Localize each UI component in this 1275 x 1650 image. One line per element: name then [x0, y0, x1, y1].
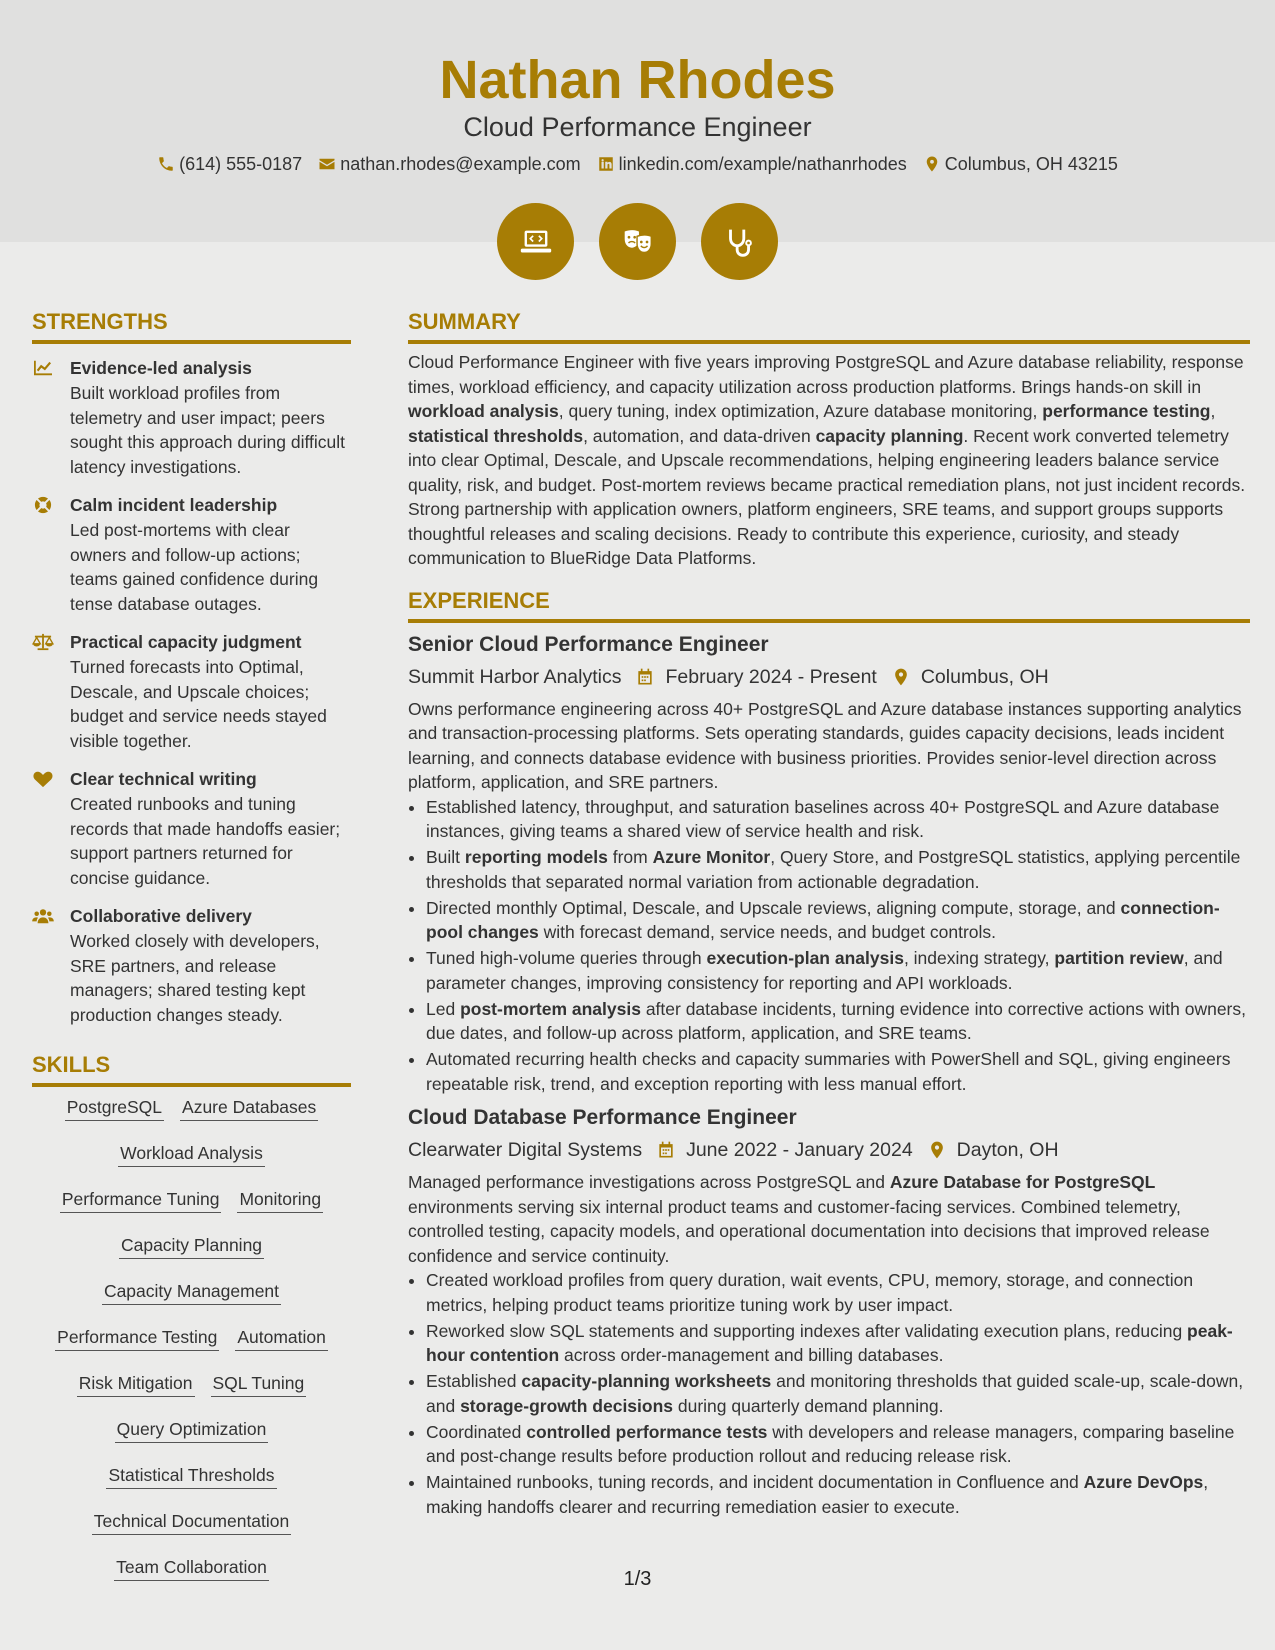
strength-description: Built workload profiles from telemetry and user impact; peers sought this approach during difficult latency investigations.: [70, 383, 345, 477]
bold-phrase: reporting models: [464, 847, 608, 867]
text-run: Directed monthly Optimal, Descale, and Upscale reviews, aligning compute, storage, and: [426, 897, 1121, 918]
strength-title: Collaborative delivery: [70, 906, 252, 926]
job-entry: [408, 631, 1250, 1097]
skill-row: [32, 1187, 351, 1213]
strength-item: [32, 903, 351, 1027]
text-run: Led: [426, 998, 461, 1019]
strengths-list: [32, 355, 351, 1027]
heart-icon: [32, 766, 70, 890]
skill-row: [32, 1509, 351, 1535]
skill-tag: Capacity Planning: [119, 1233, 264, 1259]
job-company: Clearwater Digital Systems: [408, 1139, 643, 1161]
bullet-item: [426, 795, 1250, 844]
candidate-name: Nathan Rhodes: [439, 50, 836, 110]
skill-tag: Performance Testing: [55, 1325, 219, 1351]
job-description: [408, 1170, 1250, 1268]
skill-tag: PostgreSQL: [65, 1095, 164, 1121]
bold-phrase: peak-hour contention: [426, 1320, 1233, 1365]
contact-location: [923, 150, 1118, 178]
strength-body: [70, 903, 351, 1027]
skill-row: [32, 1279, 351, 1305]
users-icon: [32, 903, 70, 1027]
strength-body: [70, 766, 351, 890]
text-run: with developers and release managers, comparing baseline and post-change results before production rollout and reducing release risk.: [426, 1421, 1235, 1466]
skill-row: [32, 1371, 351, 1397]
text-run: , and parameter changes, improving consistency for reporting and API workloads.: [426, 948, 1223, 993]
job-entry: [408, 1104, 1250, 1519]
bold-phrase: capacity planning: [815, 425, 964, 446]
skill-row: [32, 1233, 351, 1259]
text-run: during quarterly demand planning.: [673, 1395, 944, 1416]
bold-phrase: statistical thresholds: [408, 425, 584, 446]
strength-description: Led post-mortems with clear owners and follow-up actions; teams gained confidence during tense database outages.: [70, 520, 319, 614]
strength-item: [32, 629, 351, 753]
bullet-item: [426, 1369, 1250, 1418]
text-run: Established latency, throughput, and saturation baselines across 40+ PostgreSQL and Azure database instances, giving teams a shared view of service health and risk.: [426, 796, 1220, 841]
job-location: Dayton, OH: [956, 1139, 1059, 1161]
text-run: Established: [426, 1371, 522, 1391]
text-run: Owns performance engineering across 40+ PostgreSQL and Azure database instances supporting analytics and transaction-processing platforms. Sets operating standards, guides capacity decisions, leads incident learning, and connects database evidence with business priorities. Provides senior-level direction across platform, application, and SRE partners.: [408, 698, 1242, 792]
map-pin-icon: [913, 1140, 957, 1160]
bullet-item: [426, 997, 1250, 1046]
text-run: Managed performance investigations across PostgreSQL and: [408, 1172, 890, 1192]
bullet-item: [426, 1319, 1250, 1368]
bold-phrase: Azure Monitor: [652, 847, 771, 867]
job-dates: June 2022 - January 2024: [686, 1139, 913, 1161]
strength-description: Created runbooks and tuning records that made handoffs easier; support partners returned for concise guidance.: [70, 794, 341, 888]
bold-phrase: connection-pool changes: [426, 897, 1220, 942]
linkedin-icon: [597, 155, 615, 173]
job-bullets: [408, 795, 1250, 1097]
bold-phrase: Azure DevOps: [1083, 1472, 1204, 1492]
bold-phrase: performance testing: [1042, 401, 1211, 421]
phone-text: (614) 555-0187: [179, 154, 303, 174]
text-run: Reworked slow SQL statements and supporting indexes after validating execution plans, reducing: [426, 1320, 1188, 1341]
skill-tag: Azure Databases: [180, 1095, 318, 1121]
contact-linkedin[interactable]: [597, 150, 907, 178]
job-company: Summit Harbor Analytics: [408, 665, 622, 688]
skill-tag: Statistical Thresholds: [106, 1463, 276, 1489]
skills-list: [32, 1095, 351, 1581]
text-run: , Query Store, and PostgreSQL statistics, applying percentile thresholds that separated normal variation from actionable degradation.: [426, 847, 1241, 892]
phone-icon: [157, 155, 175, 173]
text-run: after database incidents, turning evidence into corrective actions with owners, due dates, and follow-up across platform, application, and SRE teams.: [426, 998, 1247, 1043]
strength-item: [32, 355, 351, 479]
skill-tag: Risk Mitigation: [77, 1371, 195, 1397]
life-ring-icon: [32, 492, 70, 616]
job-description: [408, 697, 1250, 795]
text-run: ,: [1210, 401, 1216, 421]
skill-tag: Automation: [235, 1325, 328, 1351]
bold-phrase: partition review: [1054, 948, 1184, 968]
bold-phrase: capacity-planning worksheets: [521, 1371, 772, 1391]
text-run: and monitoring thresholds that guided scale-up, scale-down, and: [426, 1371, 1244, 1416]
skill-tag: Query Optimization: [115, 1417, 269, 1443]
skill-row: [32, 1417, 351, 1443]
bold-phrase: post-mortem analysis: [460, 998, 641, 1019]
linkedin-text[interactable]: linkedin.com/example/nathanrhodes: [618, 154, 907, 174]
candidate-role: Cloud Performance Engineer: [463, 112, 812, 142]
bullet-item: [426, 1420, 1250, 1469]
page-number: 1/3: [623, 1568, 652, 1590]
strength-item: [32, 766, 351, 890]
text-run: , automation, and data-driven: [583, 425, 816, 446]
strength-body: [70, 355, 351, 479]
chart-line-icon: [32, 355, 70, 479]
strength-item: [32, 492, 351, 616]
laptop-code-icon: [497, 203, 574, 280]
bullet-item: [426, 946, 1250, 995]
stethoscope-icon: [701, 203, 778, 280]
envelope-icon: [318, 155, 336, 173]
text-run: from: [607, 847, 653, 867]
skill-tag: Team Collaboration: [114, 1555, 269, 1581]
map-pin-icon: [877, 667, 921, 687]
left-column: [32, 308, 351, 1601]
skill-tag: Capacity Management: [102, 1279, 281, 1305]
text-run: with forecast demand, service needs, and budget controls.: [538, 922, 997, 942]
strength-description: Turned forecasts into Optimal, Descale, and Upscale choices; budget and service needs stayed visible together.: [70, 657, 327, 751]
right-column: [408, 308, 1250, 1521]
summary-section: [408, 308, 1250, 571]
bold-phrase: execution-plan analysis: [706, 948, 904, 968]
skill-tag: SQL Tuning: [211, 1371, 307, 1397]
strength-title: Practical capacity judgment: [70, 632, 302, 652]
text-run: Created workload profiles from query duration, wait events, CPU, memory, storage, and connection metrics, helping product teams prioritize tuning work by user impact.: [426, 1270, 1194, 1315]
contact-phone: [157, 150, 302, 178]
bullet-item: [426, 1047, 1250, 1096]
job-bullets: [408, 1268, 1250, 1519]
scale-balanced-icon: [32, 629, 70, 753]
skill-row: [32, 1095, 351, 1121]
calendar-icon: [642, 1140, 686, 1160]
text-run: Coordinated: [426, 1421, 527, 1442]
bullet-item: [426, 1470, 1250, 1519]
text-run: , query tuning, index optimization, Azure database monitoring,: [558, 401, 1043, 421]
summary-text: [408, 350, 1250, 571]
skill-row: [32, 1325, 351, 1351]
bullet-item: [426, 896, 1250, 945]
experience-section: [408, 587, 1250, 1520]
bold-phrase: storage-growth decisions: [460, 1395, 674, 1416]
strength-title: Evidence-led analysis: [70, 358, 252, 378]
email-text[interactable]: nathan.rhodes@example.com: [340, 154, 581, 174]
text-run: Maintained runbooks, tuning records, and incident documentation in Confluence and: [426, 1472, 1084, 1492]
skill-row: [32, 1141, 351, 1167]
header-badges: [0, 203, 1275, 280]
bullet-item: [426, 1268, 1250, 1317]
job-title: Senior Cloud Performance Engineer: [408, 632, 769, 656]
job-dates: February 2024 - Present: [665, 665, 877, 688]
skill-tag: Monitoring: [237, 1187, 323, 1213]
bold-phrase: workload analysis: [408, 401, 559, 421]
skill-tag: Technical Documentation: [92, 1509, 292, 1535]
text-run: Automated recurring health checks and capacity summaries with PowerShell and SQL, giving engineers repeatable risk, trend, and exception reporting with less manual effort.: [426, 1049, 1231, 1094]
job-location: Columbus, OH: [920, 665, 1049, 688]
strength-title: Clear technical writing: [70, 769, 257, 789]
text-run: Tuned high-volume queries through: [426, 948, 707, 968]
text-run: , indexing strategy,: [903, 948, 1055, 968]
strength-body: [70, 492, 351, 616]
map-pin-icon: [923, 155, 941, 173]
experience-title: EXPERIENCE: [408, 587, 1250, 623]
location-text: Columbus, OH 43215: [944, 154, 1118, 174]
strengths-section: [32, 308, 351, 1027]
skills-section: [32, 1051, 351, 1581]
job-meta: [408, 663, 1250, 691]
skill-tag: Performance Tuning: [60, 1187, 222, 1213]
bold-phrase: Azure Database for PostgreSQL: [889, 1172, 1156, 1192]
skills-title: SKILLS: [32, 1051, 351, 1087]
text-run: across order-management and billing databases.: [559, 1345, 944, 1365]
job-meta: [408, 1136, 1250, 1164]
text-run: environments serving six internal product teams and customer-facing services. Combined telemetry, controlled testing, capacity models, and operational documentation into decisions that improved release confidence and service continuity.: [408, 1196, 1210, 1266]
job-title: Cloud Database Performance Engineer: [408, 1106, 797, 1129]
strength-description: Worked closely with developers, SRE partners, and release managers; shared testing kept production changes steady.: [70, 931, 320, 1025]
contact-bar: [0, 150, 1275, 178]
masks-theater-icon: [599, 203, 676, 280]
bold-phrase: controlled performance tests: [526, 1421, 768, 1442]
bullet-item: [426, 845, 1250, 894]
calendar-icon: [621, 667, 665, 687]
strength-title: Calm incident leadership: [70, 495, 278, 515]
summary-title: SUMMARY: [408, 308, 1250, 344]
contact-email[interactable]: [318, 150, 580, 178]
skill-tag: Workload Analysis: [118, 1141, 265, 1167]
text-run: Built: [426, 847, 465, 867]
strength-body: [70, 629, 351, 753]
text-run: . Recent work converted telemetry into clear Optimal, Descale, and Upscale recommendations, helping engineering leaders balance service quality, risk, and budget. Post-mortem reviews became practical remediation plans, not just incident records. Strong partnership with application owners, platform engineers, SRE teams, and support groups supports thoughtful releases and scaling decisions. Ready to contribute this experience, curiosity, and steady communication to BlueRidge Data Platforms.: [408, 425, 1246, 568]
jobs-list: [408, 631, 1250, 1520]
text-run: Cloud Performance Engineer with five years improving PostgreSQL and Azure database reliability, response times, workload efficiency, and capacity utilization across production platforms. Brings hands-on skill in: [408, 352, 1244, 397]
text-run: , making handoffs clearer and recurring remediation easier to execute.: [426, 1472, 1209, 1517]
strengths-title: STRENGTHS: [32, 308, 351, 344]
skill-row: [32, 1463, 351, 1489]
